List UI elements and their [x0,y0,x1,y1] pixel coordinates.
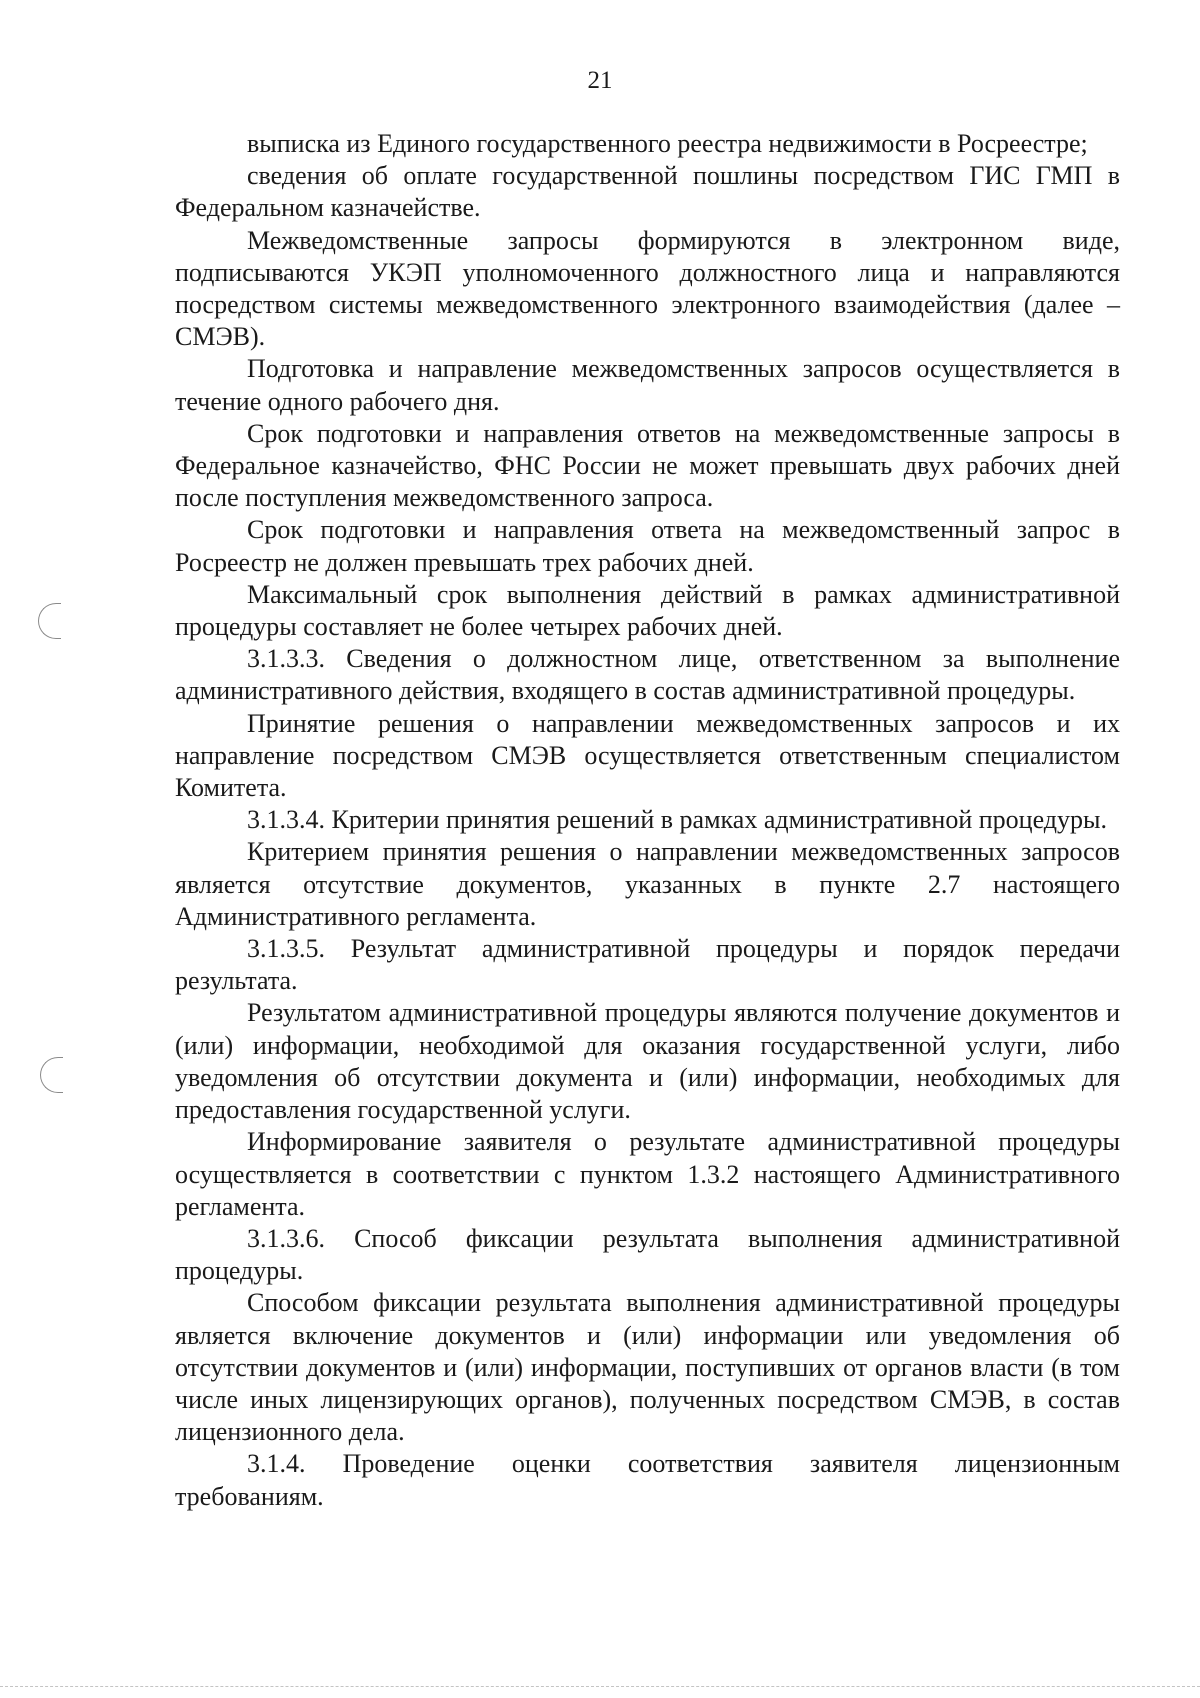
paragraph: выписка из Единого государственного реестра недвижимости в Росреестре; [247,129,1088,158]
paragraph: Способом фиксации результата выполнения административной процедуры является включение документов и (или) информации или уведомления об отсутствии документов и (или) информации, поступивших от органов власти (в том числе иных лицензирующих органов), полученных посредством СМЭВ, в состав лицензионного дела. [175,1288,1120,1447]
binder-hole-mark [40,1057,63,1093]
paragraph: Информирование заявителя о результате административной процедуры осуществляется в соответствии с пунктом 1.3.2 настоящего Административного регламента. [175,1127,1120,1221]
section-heading: 3.1.3.3. Сведения о должностном лице, ответственном за выполнение административного действия, входящего в состав административной процедуры. [175,644,1120,706]
paragraph: Срок подготовки и направления ответов на межведомственные запросы в Федеральное казначейство, ФНС России не может превышать двух рабочих дней после поступления межведомственного запроса. [175,418,1120,513]
paragraph: Результатом административной процедуры являются получение документов и (или) информации, необходимой для оказания государственной услуги, либо уведомления об отсутствии документа и (или) информации, необходимых для предоставления государственной услуги. [175,998,1120,1125]
section-heading: 3.1.3.6. Способ фиксации результата выполнения административной процедуры. [175,1223,1120,1286]
section-heading: 3.1.4. Проведение оценки соответствия заявителя лицензионным требованиям. [175,1449,1120,1511]
binder-hole-mark [38,603,61,639]
paragraph: Срок подготовки и направления ответа на межведомственный запрос в Росреестр не должен превышать трех рабочих дней. [175,515,1120,577]
paragraph: Подготовка и направление межведомственных запросов осуществляется в течение одного рабочего дня. [175,354,1120,416]
paragraph: Принятие решения о направлении межведомственных запросов и их направление посредством СМЭВ осуществляется ответственным специалистом Комитета. [175,708,1120,803]
scan-edge-line [0,1686,1200,1687]
section-heading: 3.1.3.5. Результат административной процедуры и порядок передачи результата. [175,934,1120,996]
page-number: 21 [587,67,613,94]
document-body [175,128,1120,1513]
paragraph: сведения об оплате государственной пошлины посредством ГИС ГМП в Федеральном казначействе. [175,161,1120,223]
paragraph: Межведомственные запросы формируются в электронном виде, подписываются УКЭП уполномоченного должностного лица и направляются посредством системы межведомственного электронного взаимодействия (далее – СМЭВ). [175,225,1120,352]
paragraph: Критерием принятия решения о направлении межведомственных запросов является отсутствие документов, указанных в пункте 2.7 настоящего Административного регламента. [175,837,1120,931]
section-heading: 3.1.3.4. Критерии принятия решений в рамках административной процедуры. [247,805,1107,835]
paragraph: Максимальный срок выполнения действий в рамках административной процедуры составляет не более четырех рабочих дней. [175,579,1120,642]
